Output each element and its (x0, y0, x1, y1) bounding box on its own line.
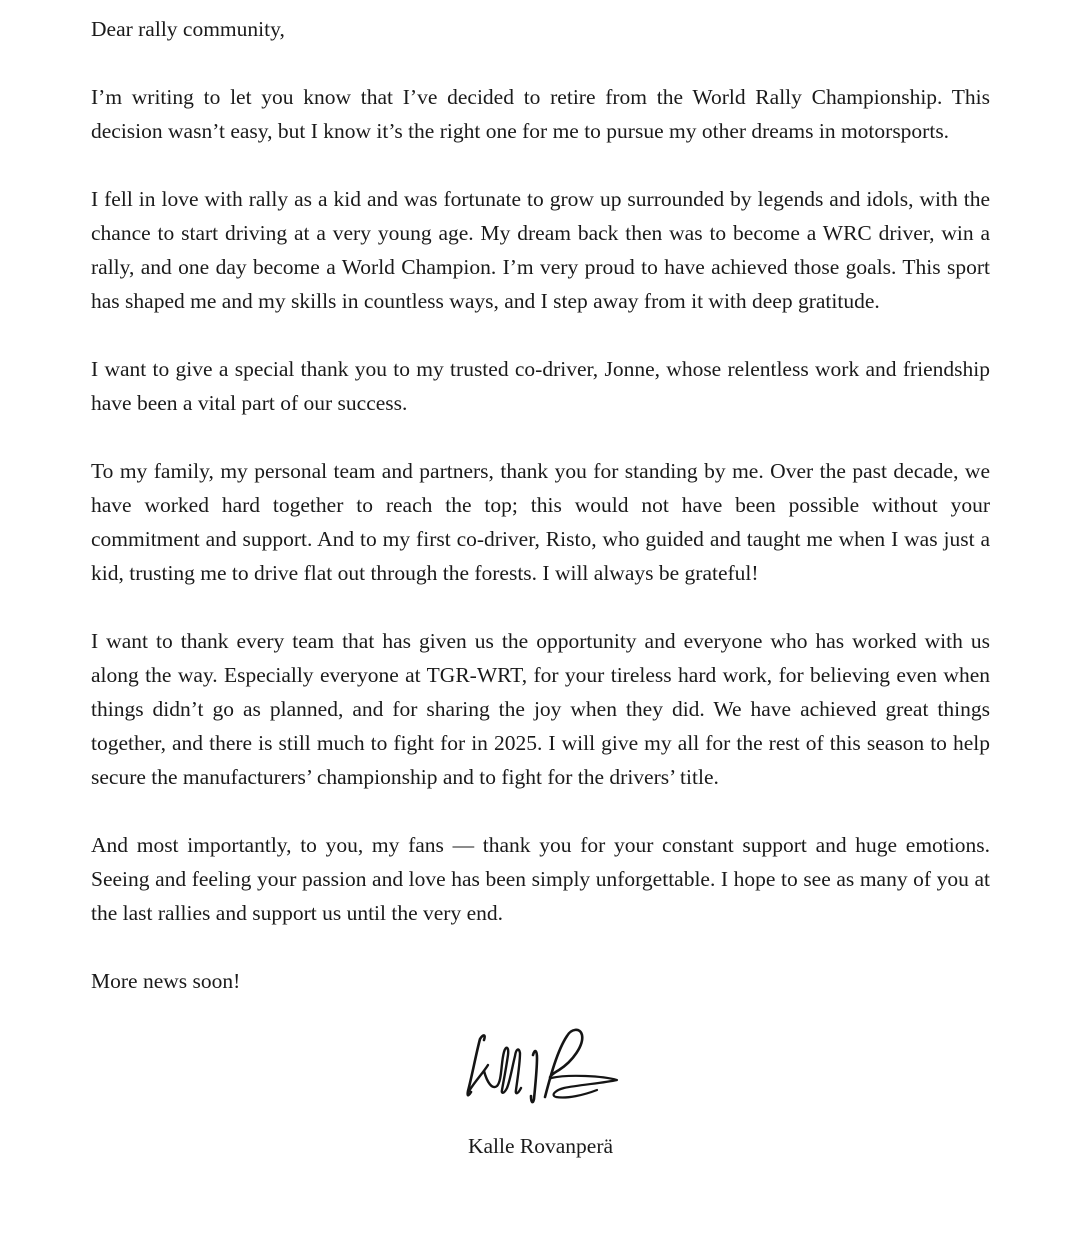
signature-block (91, 1026, 990, 1163)
signature-image (451, 1026, 631, 1121)
paragraph-codriver-jonne: I want to give a special thank you to my trusted co-driver, Jonne, whose relentless work and friendship have been a vital part of our success. (91, 357, 990, 415)
paragraph-teams-tgrwrt: I want to thank every team that has given us the opportunity and everyone who has worked with us along the way. Especially everyone at TGR-WRT, for your tireless hard work, for believing even when things didn’t go as planned, and for sharing the joy when they did. We have achieved great things together, and there is still much to fight for in 2025. I will give my all for the rest of this season to help secure the manufacturers’ championship and to fight for the drivers’ title. (91, 629, 990, 789)
signature-name: Kalle Rovanperä (467, 1134, 614, 1158)
paragraph-retirement: I’m writing to let you know that I’ve decided to retire from the World Rally Championship. This decision wasn’t easy, but I know it’s the right one for me to pursue my other dreams in motorsports. (91, 85, 990, 143)
paragraph-fans: And most importantly, to you, my fans — thank you for your constant support and huge emotions. Seeing and feeling your passion and love has been simply unforgettable. I hope to see as many of you at the last rallies and support us until the very end. (91, 833, 990, 925)
paragraph-childhood: I fell in love with rally as a kid and was fortunate to grow up surrounded by legends and idols, with the chance to start driving at a very young age. My dream back then was to become a WRC driver, win a rally, and one day become a World Champion. I’m very proud to have achieved those goals. This sport has shaped me and my skills in countless ways, and I step away from it with deep gratitude. (91, 187, 990, 313)
salutation: Dear rally community, (91, 17, 285, 41)
closing-line: More news soon! (91, 969, 241, 993)
paragraph-family-team: To my family, my personal team and partners, thank you for standing by me. Over the past decade, we have worked hard together to reach the top; this would not have been possible without your commitment and support. And to my first co-driver, Risto, who guided and taught me when I was just a kid, trusting me to drive flat out through the forests. I will always be grateful! (91, 459, 990, 585)
